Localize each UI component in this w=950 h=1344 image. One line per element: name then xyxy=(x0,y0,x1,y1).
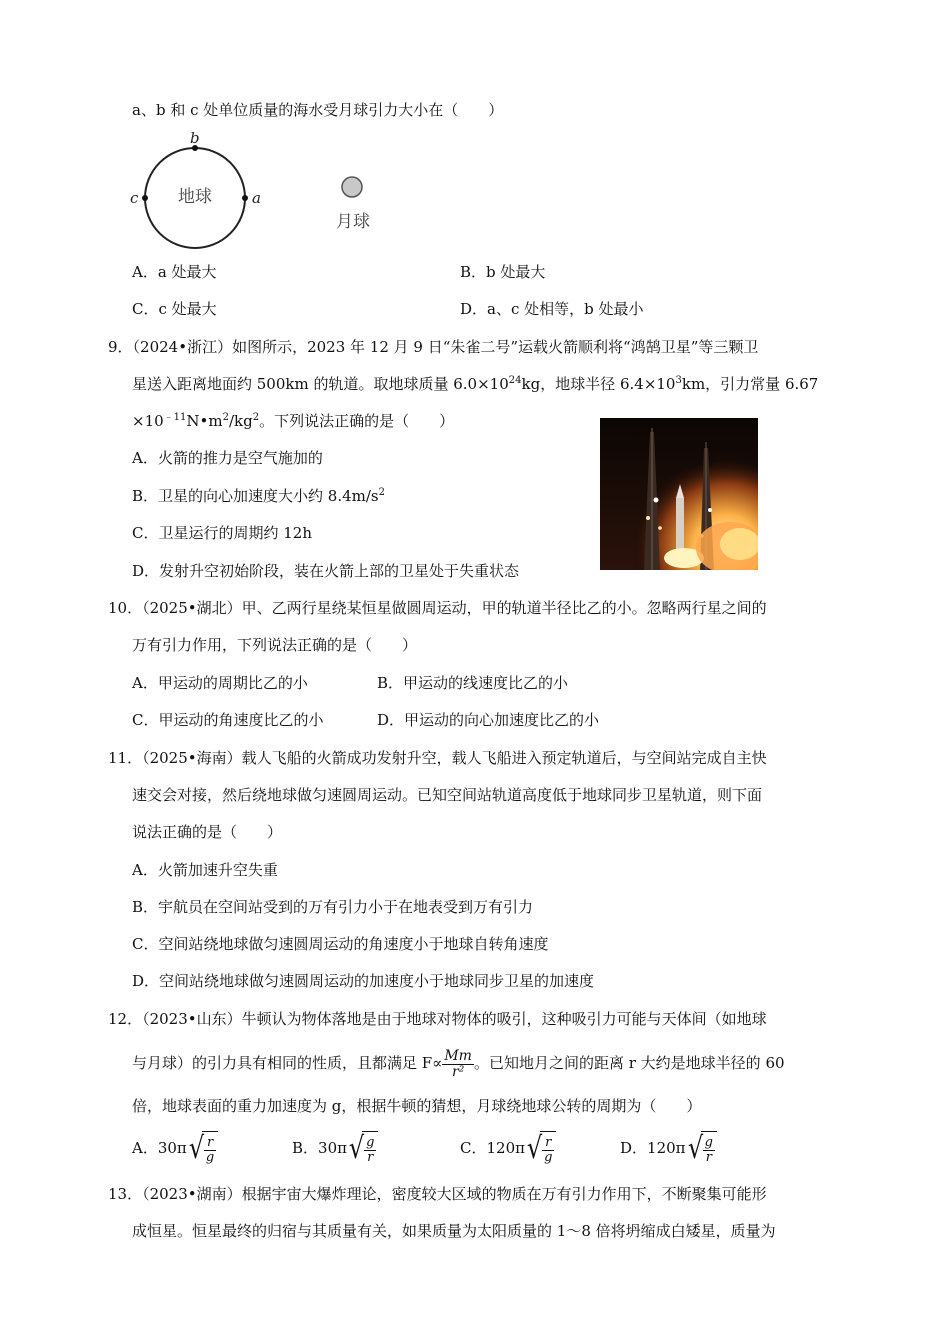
q10-option-a[interactable]: A．甲运动的周期比乙的小 xyxy=(132,674,308,692)
q12-line-3: 倍，地球表面的重力加速度为 g，根据牛顿的猜想，月球绕地球公转的周期为（ ） xyxy=(132,1097,702,1115)
q11-line-3: 说法正确的是（ ） xyxy=(132,823,283,841)
q9-option-b[interactable]: B．卫星的向心加速度大小约 $8.4m/s^2$ xyxy=(132,487,385,505)
q8-option-c[interactable]: C．c 处最大 xyxy=(132,300,217,318)
point-c-dot xyxy=(142,195,148,201)
q8-stem: a、b 和 c 处单位质量的海水受月球引力大小在（ ） xyxy=(132,101,504,119)
q9-option-c[interactable]: C．卫星运行的周期约 12h xyxy=(132,524,312,542)
q9-line-1: 9．（2024•浙江）如图所示，2023 年 12 月 9 日“朱雀二号”运载火箭顺利将“鸿鹄卫星”等三颗卫 xyxy=(108,338,759,356)
q10-line-1: 10．（2025•湖北）甲、乙两行星绕某恒星做圆周运动，甲的轨道半径比乙的小。忽略两行星之间的 xyxy=(108,599,767,617)
q13-line-2: 成恒星。恒星最终的归宿与其质量有关，如果质量为太阳质量的 1～8 倍将坍缩成白矮星，质量为 xyxy=(132,1222,776,1240)
sqrt-expression: √ $\frac{r}{g}$ xyxy=(525,1130,556,1168)
q11-option-a[interactable]: A．火箭加速升空失重 xyxy=(132,861,278,879)
q11-line-1: 11．（2025•海南）载人飞船的火箭成功发射升空，载人飞船进入预定轨道后，与空间站完成自主快 xyxy=(108,749,767,767)
q12-option-d[interactable]: D．120π√ $\frac{g}{r}$ xyxy=(620,1130,717,1168)
sqrt-expression: √ $\frac{r}{g}$ xyxy=(187,1130,218,1168)
q9-option-a[interactable]: A．火箭的推力是空气施加的 xyxy=(132,449,323,467)
q10-option-d[interactable]: D．甲运动的向心加速度比乙的小 xyxy=(377,711,600,729)
moon-label: 月球 xyxy=(336,212,370,232)
q12-option-c[interactable]: C．120π√ $\frac{r}{g}$ xyxy=(460,1130,556,1168)
point-b-label: b xyxy=(190,129,200,147)
q11-option-b[interactable]: B．宇航员在空间站受到的万有引力小于在地表受到万有引力 xyxy=(132,898,534,916)
q9-option-d[interactable]: D．发射升空初始阶段，装在火箭上部的卫星处于失重状态 xyxy=(132,562,520,580)
q13-line-1: 13．（2023•湖南）根据宇宙大爆炸理论，密度较大区域的物质在万有引力作用下，不断聚集可能形 xyxy=(108,1185,767,1203)
earth-moon-figure xyxy=(120,126,390,254)
point-a-label: a xyxy=(252,189,261,207)
q11-option-c[interactable]: C．空间站绕地球做匀速圆周运动的角速度小于地球自转角速度 xyxy=(132,935,549,953)
point-a-dot xyxy=(242,195,248,201)
q9-line-2: 星送入距离地面约 500km 的轨道。取地球质量 $6.0\times 10^{24}kg$，地球半径 $6.4\times 10^3km$，引力常量 6.67 xyxy=(132,375,819,393)
q8-option-a[interactable]: A．a 处最大 xyxy=(132,263,217,281)
point-c-label: c xyxy=(130,189,139,207)
force-formula: $\frac{Mm}{\text{r²}}$ xyxy=(444,1047,472,1080)
moon-circle xyxy=(342,177,362,197)
q12-line-1: 12．（2023•山东）牛顿认为物体落地是由于地球对物体的吸引，这种吸引力可能与天体间（如地球 xyxy=(108,1010,767,1028)
earth-label: 地球 xyxy=(178,187,212,207)
q12-option-b[interactable]: B．30π√ $\frac{g}{r}$ xyxy=(292,1130,378,1168)
q12-line-2: 与月球）的引力具有相同的性质，且都满足 F∝ $\frac{Mm}{\text{r²}}$ 。已知地月之间的距离 r 大约是地球半径的 60 xyxy=(132,1047,785,1080)
q10-line-2: 万有引力作用，下列说法正确的是（ ） xyxy=(132,636,418,654)
q11-line-2: 速交会对接，然后绕地球做匀速圆周运动。已知空间站轨道高度低于地球同步卫星轨道，则下面 xyxy=(132,786,763,804)
q12-option-a[interactable]: A．30π√ $\frac{r}{g}$ xyxy=(132,1130,218,1168)
sqrt-expression: √ $\frac{g}{r}$ xyxy=(347,1130,378,1168)
sqrt-expression: √ $\frac{g}{r}$ xyxy=(686,1130,717,1168)
q8-option-d[interactable]: D．a、c 处相等，b 处最小 xyxy=(460,300,644,318)
rocket-launch-photo xyxy=(600,418,758,570)
q11-option-d[interactable]: D．空间站绕地球做匀速圆周运动的加速度小于地球同步卫星的加速度 xyxy=(132,972,595,990)
q8-option-b[interactable]: B．b 处最大 xyxy=(460,263,546,281)
q9-line-3: $\times 10^{﹣11}N•m^2/kg^2$。下列说法正确的是（ ） xyxy=(132,412,455,430)
q10-option-c[interactable]: C．甲运动的角速度比乙的小 xyxy=(132,711,324,729)
q10-option-b[interactable]: B．甲运动的线速度比乙的小 xyxy=(377,674,569,692)
